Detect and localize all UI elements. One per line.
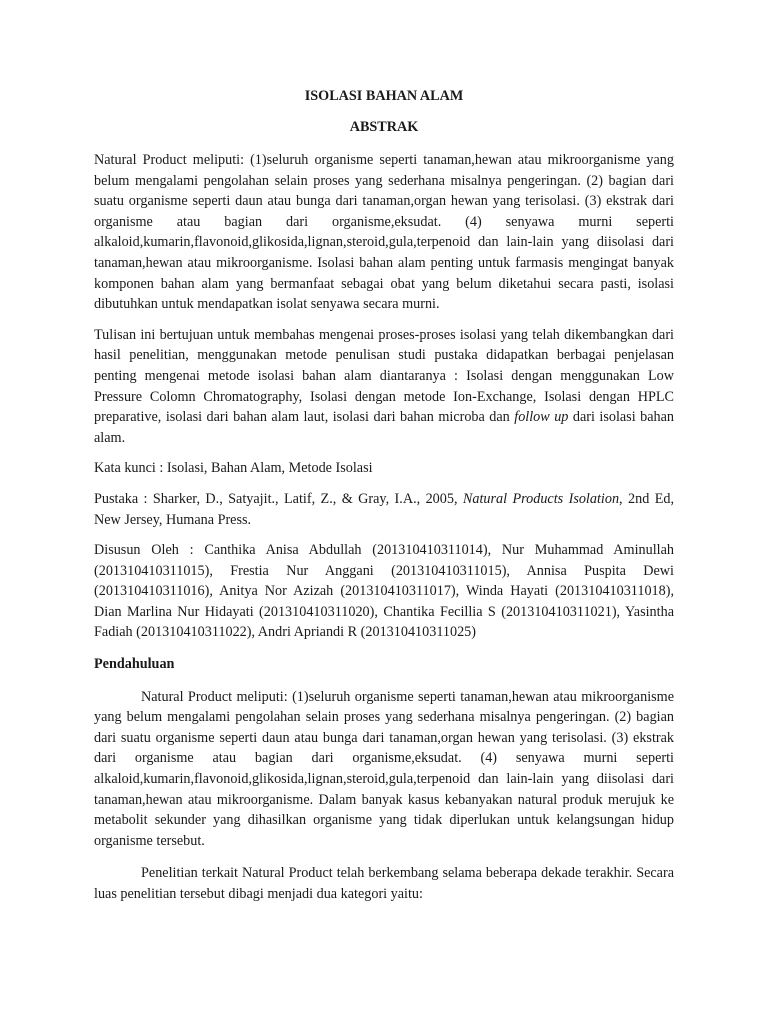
document-title: ISOLASI BAHAN ALAM <box>304 88 464 104</box>
authors-paragraph: Disusun Oleh : Canthika Anisa Abdullah (201310410311014), Nur Muhammad Aminullah (201310410311015), Frestia Nur Anggani (201310410311015), Annisa Puspita Dewi (201310410311016), Anitya Nor Azizah (201310410311017), Winda Hayati (201310410311018), Dian Marlina Nur Hidayati (201310410311020), Chantika Fecillia S (201310410311021), Yasintha Fadiah (201310410311022), Andri Apriandi R (201310410311025) <box>94 542 674 641</box>
abstract-paragraph-2-end: dari isolasi bahan alam. <box>94 409 674 446</box>
reference-publisher: , 2nd Ed, New Jersey, Humana Press. <box>94 490 675 528</box>
introduction-paragraph-2: Penelitian terkait Natural Product telah berkembang selama beberapa dekade terakhir. Secara luas penelitian tersebut dibagi menjadi dua kategori yaitu: <box>94 865 674 902</box>
reference-book-title: Natural Products Isolation <box>462 490 620 507</box>
introduction-paragraph-1: Natural Product meliputi: (1)seluruh organisme seperti tanaman,hewan atau mikroorganisme yang belum mengalami pengolahan selain proses yang sederhana misalnya pengeringan. (2) bagian dari suatu organisme seperti daun atau bunga dari tanaman,organ hewan yang terisolasi. (3) ekstrak dari organisme atau bagian dari organisme,eksudat. (4) senyawa murni seperti alkaloid,kumarin,flavonoid,glikosida,lignan,steroid,gula,terpenoid dan lain-lain yang diisolasi dari tanaman,hewan atau mikroorganisme. Dalam banyak kasus kebanyakan natural produk merujuk ke metabolit sekunder yang dihasilkan organisme yang tidak diperlukan untuk kelangsungan hidup organisme tersebut. <box>94 688 674 849</box>
keywords-line: Kata kunci : Isolasi, Bahan Alam, Metode Isolasi <box>94 460 373 477</box>
abstract-paragraph-2-text: Tulisan ini bertujuan untuk membahas mengenai proses-proses isolasi yang telah dikembangkan dari hasil penelitian, menggunakan metode penulisan studi pustaka didapatkan berbagai penjelasan penting mengenai metode isolasi bahan alam diantaranya : Isolasi dengan menggunakan Low Pressure Colomn Chromatography, Isolasi dengan metode Ion-Exchange, Isolasi dengan HPLC preparative, isolasi dari bahan alam laut, isolasi dari bahan microba dan <box>94 326 674 426</box>
abstract-heading: ABSTRAK <box>349 119 419 135</box>
abstract-paragraph-1: Natural Product meliputi: (1)seluruh organisme seperti tanaman,hewan atau mikroorganisme yang belum mengalami pengolahan selain proses yang sederhana misalnya pengeringan. (2) bagian dari suatu organisme seperti daun atau bunga dari tanaman,organ hewan yang terisolasi. (3) ekstrak dari organisme atau bagian dari organisme,eksudat. (4) senyawa murni seperti alkaloid,kumarin,flavonoid,glikosida,lignan,steroid,gula,terpenoid dan lain-lain yang diisolasi dari tanaman,hewan atau mikroorganisme. Isolasi bahan alam penting untuk farmasis mengingat banyak komponen bahan alam yang bermanfaat sebagai obat yang belum diketahui secara pasti, isolasi dibutuhkan untuk mendapatkan isolat senyawa secara murni. <box>94 152 674 313</box>
abstract-paragraph-2-italic: follow up <box>514 409 569 426</box>
document-body <box>94 86 674 905</box>
reference-paragraph <box>94 489 674 530</box>
abstract-paragraph-2 <box>94 325 674 449</box>
section-heading: Pendahuluan <box>94 656 175 673</box>
reference-authors: Pustaka : Sharker, D., Satyajit., Latif, Z., & Gray, I.A., 2005, <box>94 490 463 507</box>
